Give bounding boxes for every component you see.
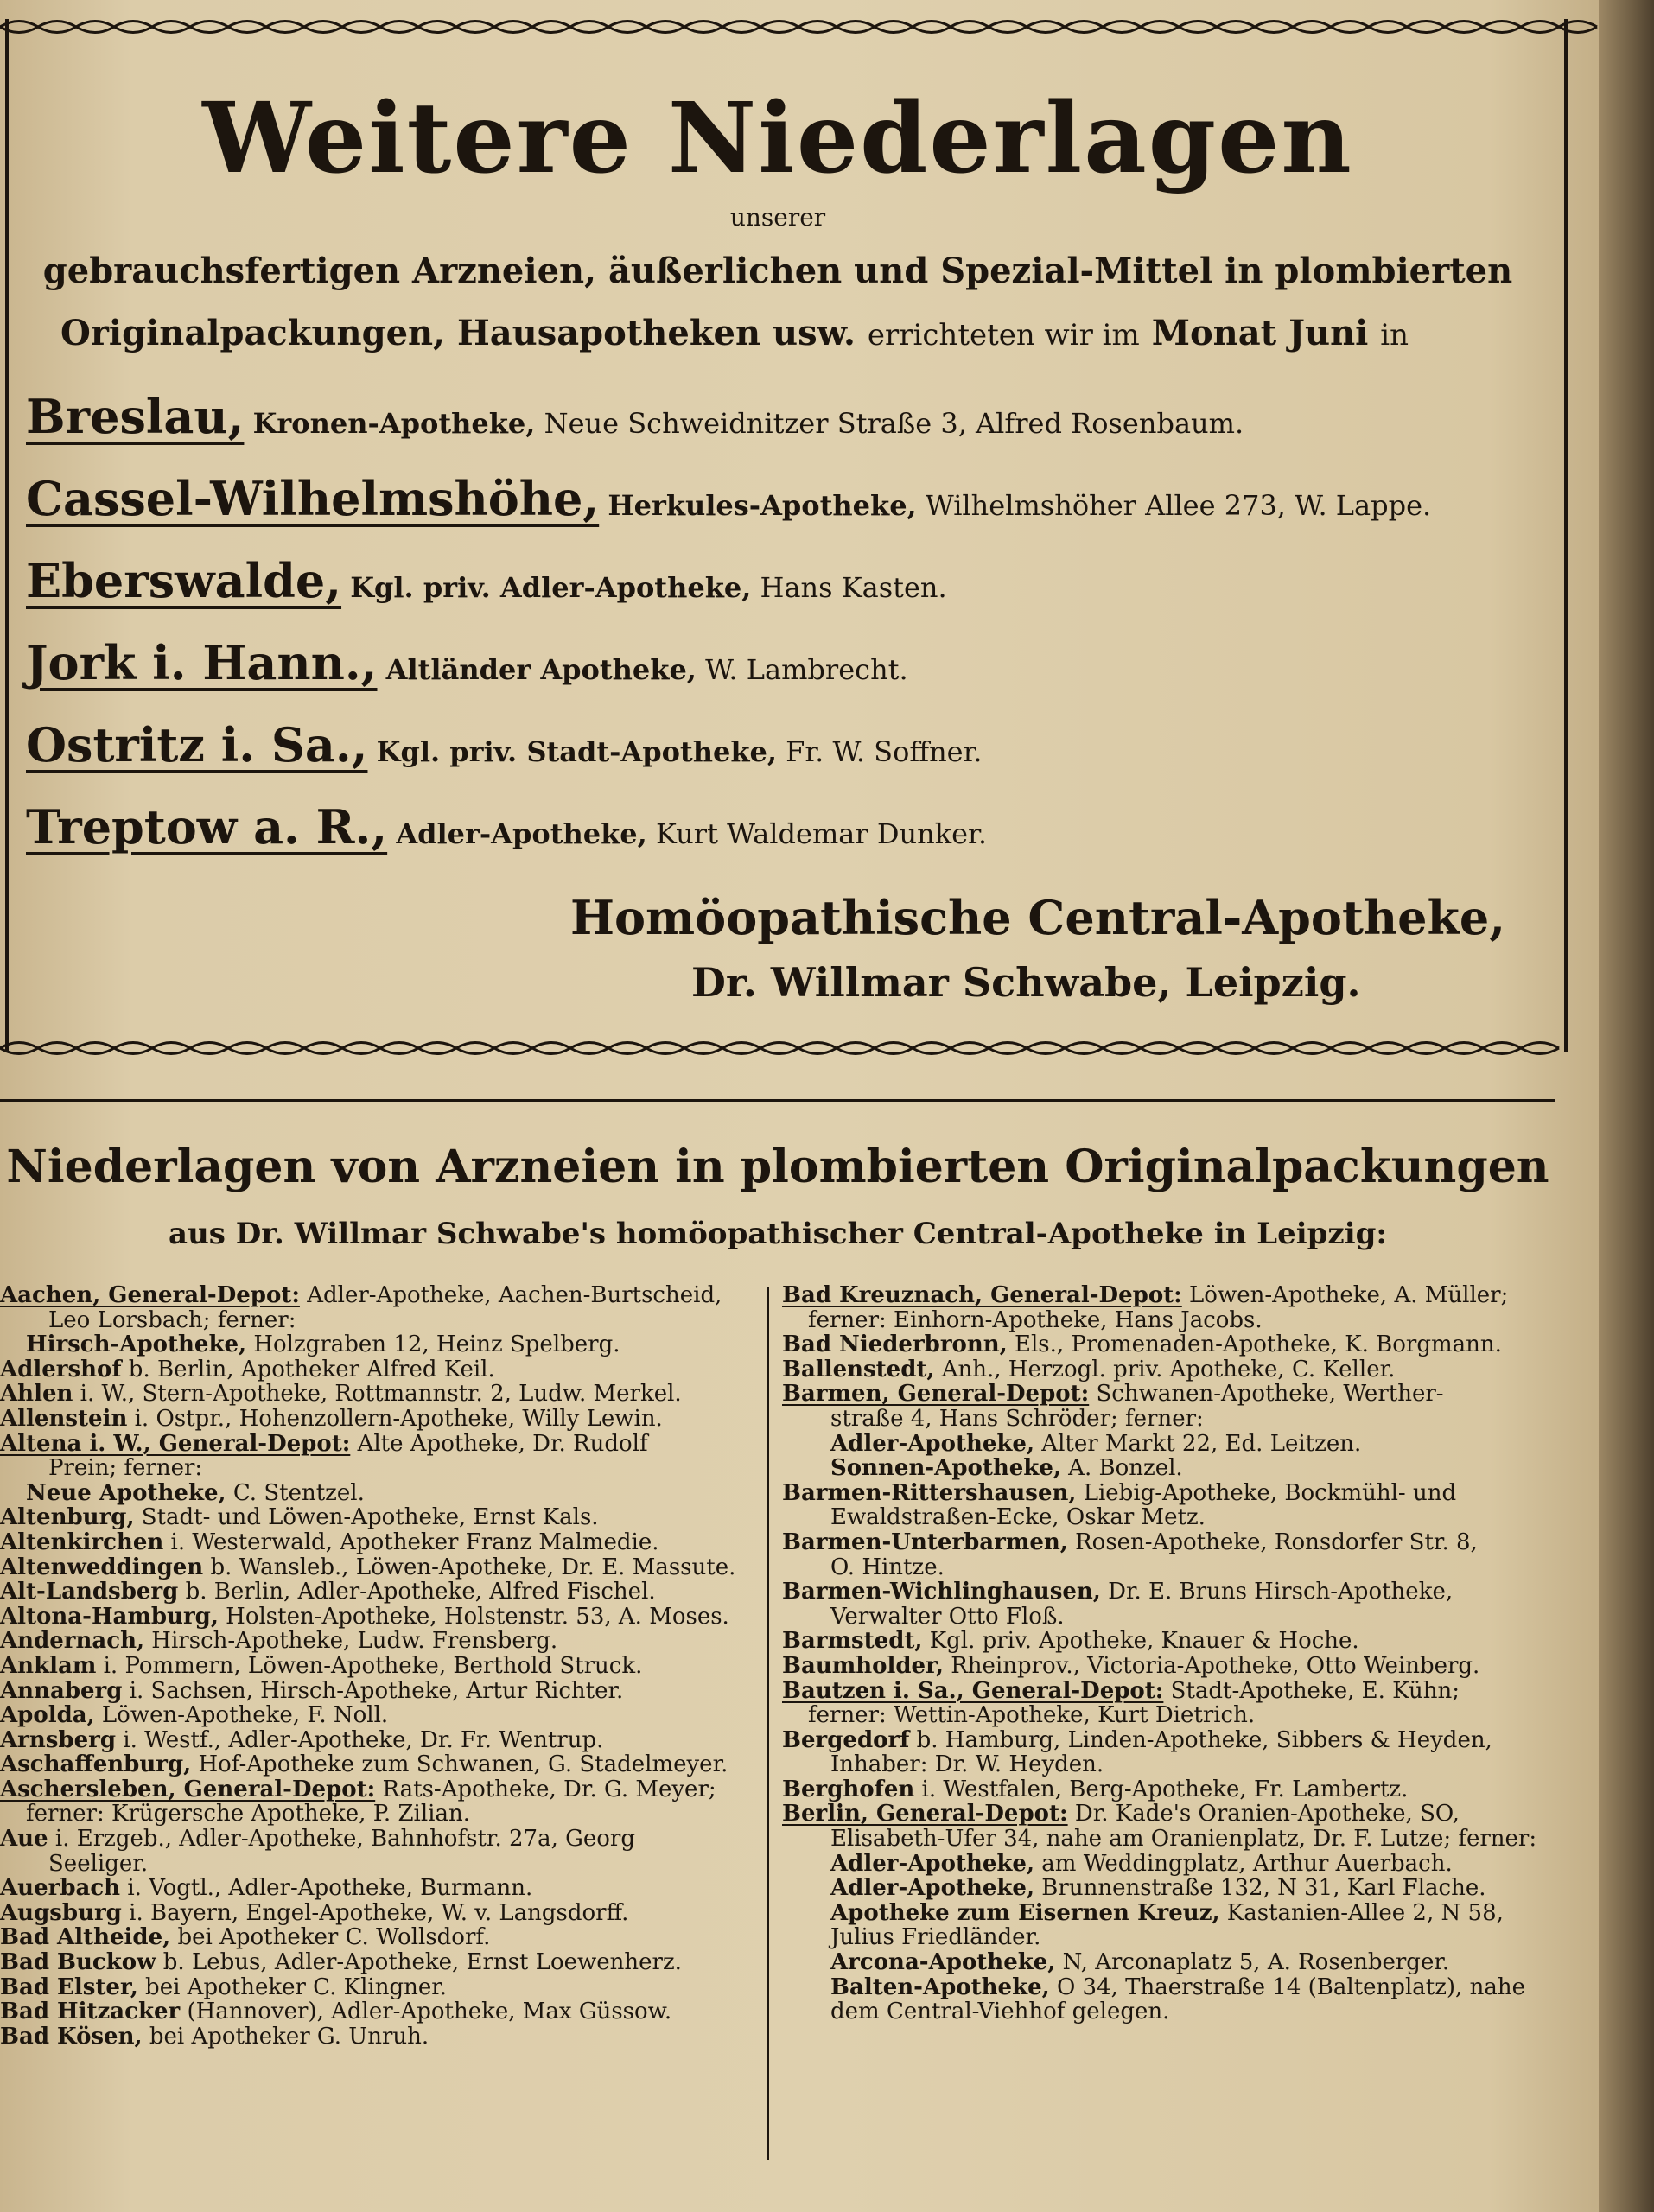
book-page-edge <box>1599 0 1654 2212</box>
list-item-place: Apolda, <box>0 1702 95 1729</box>
town-entry <box>26 799 987 855</box>
in-text: in <box>1380 318 1409 353</box>
pharmacy-name: Adler-Apotheke, <box>396 817 647 850</box>
list-item-text: i. Ostpr., Hohenzollern-Apotheke, Willy Lewin. <box>127 1405 663 1432</box>
list-item-text: Kastanien-Allee 2, N 58, <box>1219 1899 1504 1926</box>
list-item <box>0 1876 760 1901</box>
list-item-place: Bad Kreuznach, General-Depot: <box>782 1282 1182 1308</box>
list-item-place: Augsburg <box>0 1899 122 1926</box>
list-item-text: ferner: Einhorn-Apotheke, Hans Jacobs. <box>808 1306 1263 1333</box>
list-item <box>782 1432 1560 1457</box>
list-item-place: Barmen, General-Depot: <box>782 1381 1090 1408</box>
list-item <box>0 1357 760 1382</box>
list-item <box>0 1407 760 1432</box>
list-item <box>782 1876 1560 1901</box>
list-item-place: Aschaffenburg, <box>0 1751 192 1778</box>
list-item-place: Bad Altheide, <box>0 1924 171 1951</box>
list-item <box>0 1654 760 1679</box>
list-item-text: Stadt-Apotheke, E. Kühn; <box>1163 1677 1460 1704</box>
pharmacy-detail: W. Lambrecht. <box>705 653 908 686</box>
list-item-place: Bad Elster, <box>0 1974 138 2000</box>
list-item-text: bei Apotheker C. Klingner. <box>137 1974 448 2000</box>
list-item-text: (Hannover), Adler-Apotheke, Max Güssow. <box>180 1999 672 2025</box>
list-item <box>782 1580 1560 1605</box>
list-item <box>0 1925 760 1950</box>
list-item-text: Seeliger. <box>48 1850 149 1877</box>
list-item <box>782 1481 1560 1506</box>
list-item-place: Barmen-Wichlinghausen, <box>782 1579 1101 1605</box>
list-item-text: Hirsch-Apotheke, Ludw. Frensberg. <box>144 1628 558 1655</box>
packaging-text: Originalpackungen, Hausapotheken usw. <box>60 313 856 353</box>
listing-column-right <box>782 1283 1560 2024</box>
list-item-text: i. Sachsen, Hirsch-Apotheke, Artur Richter. <box>122 1677 624 1704</box>
list-item-text: Löwen-Apotheke, F. Noll. <box>94 1702 389 1729</box>
list-item <box>0 1777 760 1802</box>
list-item-text: b. Hamburg, Linden-Apotheke, Sibbers & Heyden, <box>909 1726 1492 1753</box>
list-item <box>782 1629 1560 1654</box>
list-item-place: Altena i. W., General-Depot: <box>0 1430 351 1457</box>
list-item-place: Auerbach <box>0 1875 121 1902</box>
list-item <box>782 1975 1560 2000</box>
list-item <box>0 1605 760 1630</box>
list-item <box>782 1605 1560 1630</box>
list-item-place: Adlershof <box>0 1356 122 1382</box>
list-item <box>782 1555 1560 1580</box>
list-item-text: Liebig-Apotheke, Bockmühl- und <box>1076 1479 1457 1506</box>
list-item <box>0 2024 760 2050</box>
list-item-place: Altona-Hamburg, <box>0 1603 219 1630</box>
list-item-place: Apotheke zum Eisernen Kreuz, <box>830 1899 1220 1926</box>
list-item-place: Andernach, <box>0 1628 145 1655</box>
list-item <box>0 1728 760 1753</box>
list-item-place: Aue <box>0 1826 48 1853</box>
list-item-place: Sonnen-Apotheke, <box>830 1455 1061 1482</box>
list-item-text: Adler-Apotheke, Aachen-Burtscheid, <box>299 1282 722 1308</box>
pharmacy-name: Altländer Apotheke, <box>385 653 697 686</box>
list-item-text: Anh., Herzogl. priv. Apotheke, C. Keller. <box>934 1356 1396 1382</box>
list-item-text: Inhaber: Dr. W. Heyden. <box>830 1751 1104 1778</box>
pharmacy-detail: Hans Kasten. <box>760 571 947 604</box>
list-item-place: Allenstein <box>0 1405 128 1432</box>
list-item <box>0 1752 760 1777</box>
list-item <box>782 1950 1560 1975</box>
list-item-place: Aschersleben, General-Depot: <box>0 1776 376 1802</box>
list-item-text: i. Bayern, Engel-Apotheke, W. v. Langsdorff. <box>121 1899 629 1926</box>
list-item-text: ferner: Wettin-Apotheke, Kurt Dietrich. <box>808 1702 1256 1729</box>
listing-subheading: aus Dr. Willmar Schwabe's homöopathischer Central-Apotheke in Leipzig: <box>169 1217 1387 1251</box>
list-item-text: O. Hintze. <box>830 1554 945 1580</box>
list-item-text: Hof-Apotheke zum Schwanen, G. Stadelmeyer. <box>191 1751 728 1778</box>
list-item-text: Holsten-Apotheke, Holstenstr. 53, A. Moses. <box>218 1603 729 1630</box>
list-item <box>782 1382 1560 1407</box>
list-item <box>0 1382 760 1407</box>
list-item <box>0 1481 760 1506</box>
list-item <box>782 1308 1560 1333</box>
list-item-text: b. Berlin, Adler-Apotheke, Alfred Fischel. <box>178 1579 656 1605</box>
list-item <box>782 1530 1560 1555</box>
list-item <box>782 1654 1560 1679</box>
town-entry <box>26 553 947 608</box>
pharmacy-name: Kronen-Apotheke, <box>252 407 536 440</box>
town-entry <box>26 471 1431 526</box>
list-item-text: Kgl. priv. Apotheke, Knauer & Hoche. <box>922 1628 1359 1655</box>
ad-subline: unserer <box>729 203 826 232</box>
list-item-text: ferner: Krügersche Apotheke, P. Zilian. <box>26 1801 470 1827</box>
town-entry <box>26 389 1244 444</box>
list-item-text: am Weddingplatz, Arthur Auerbach. <box>1034 1850 1453 1877</box>
list-item <box>0 1950 760 1975</box>
list-item-place: Ahlen <box>0 1381 73 1408</box>
list-item <box>782 1802 1560 1827</box>
list-item <box>782 1925 1560 1950</box>
signature-company: Homöopathische Central-Apotheke, <box>570 890 1506 945</box>
list-item-text: Stadt- und Löwen-Apotheke, Ernst Kals. <box>134 1504 599 1531</box>
list-item-place: Arnsberg <box>0 1726 117 1753</box>
list-item-text: i. Westfalen, Berg-Apotheke, Fr. Lambertz. <box>914 1776 1409 1802</box>
list-item <box>782 1901 1560 1926</box>
list-item-place: Aachen, General-Depot: <box>0 1282 300 1308</box>
list-item-text: b. Wansleb., Löwen-Apotheke, Dr. E. Massute. <box>203 1554 736 1580</box>
list-item-text: i. Westerwald, Apotheker Franz Malmedie. <box>163 1529 659 1555</box>
ad-packaging-line <box>60 313 1409 353</box>
ad-headline: Weitere Niederlagen <box>202 82 1353 195</box>
list-item-place: Adler-Apotheke, <box>830 1875 1035 1902</box>
list-item-text: bei Apotheker C. Wollsdorf. <box>170 1924 491 1951</box>
list-item <box>0 1456 760 1481</box>
list-item-text: Els., Promenaden-Apotheke, K. Borgmann. <box>1007 1332 1502 1358</box>
list-item-text: i. W., Stern-Apotheke, Rottmannstr. 2, Ludw. Merkel. <box>73 1381 682 1408</box>
list-item-text: b. Berlin, Apotheker Alfred Keil. <box>121 1356 495 1382</box>
town-name: Ostritz i. Sa., <box>26 717 368 772</box>
list-item <box>782 1357 1560 1382</box>
list-item <box>0 1852 760 1877</box>
list-item-text: i. Pommern, Löwen-Apotheke, Berthold Struck. <box>96 1652 643 1679</box>
list-item <box>782 1703 1560 1728</box>
list-item-place: Barmen-Rittershausen, <box>782 1479 1077 1506</box>
list-item <box>0 1975 760 2000</box>
list-item-text: N, Arconaplatz 5, A. Rosenberger. <box>1055 1949 1450 1976</box>
town-name: Jork i. Hann., <box>26 635 378 690</box>
list-item-text: Rheinprov., Victoria-Apotheke, Otto Weinberg. <box>943 1652 1480 1679</box>
list-item-place: Bergedorf <box>782 1726 910 1753</box>
list-item <box>0 1505 760 1530</box>
list-item-text: straße 4, Hans Schröder; ferner: <box>830 1405 1204 1432</box>
list-item-text: i. Erzgeb., Adler-Apotheke, Bahnhofstr. 27a, Georg <box>48 1826 635 1853</box>
list-item-place: Berghofen <box>782 1776 915 1802</box>
list-item-place: Bad Buckow <box>0 1949 156 1976</box>
list-item-place: Anklam <box>0 1652 97 1679</box>
town-name: Eberswalde, <box>26 553 342 608</box>
list-item <box>0 1999 760 2024</box>
list-item <box>0 1580 760 1605</box>
list-item <box>0 1802 760 1827</box>
list-item <box>782 1752 1560 1777</box>
list-item <box>0 1283 760 1308</box>
list-item-place: Altenburg, <box>0 1504 135 1531</box>
list-item-text: Rats-Apotheke, Dr. G. Meyer; <box>375 1776 716 1802</box>
signature-owner: Dr. Willmar Schwabe, Leipzig. <box>691 959 1361 1006</box>
list-item-text: Schwanen-Apotheke, Werther- <box>1089 1381 1444 1408</box>
list-item <box>782 1827 1560 1852</box>
list-item-text: i. Westf., Adler-Apotheke, Dr. Fr. Wentrup. <box>116 1726 604 1753</box>
list-item <box>0 1901 760 1926</box>
list-item-place: Bautzen i. Sa., General-Depot: <box>782 1677 1164 1704</box>
list-item-place: Bad Hitzacker <box>0 1999 181 2025</box>
list-item-place: Adler-Apotheke, <box>830 1430 1035 1457</box>
list-item <box>0 1555 760 1580</box>
list-item-text: Rosen-Apotheke, Ronsdorfer Str. 8, <box>1067 1529 1478 1555</box>
list-item-place: Ballenstedt, <box>782 1356 935 1382</box>
list-item-place: Bad Niederbronn, <box>782 1332 1008 1358</box>
list-item <box>0 1827 760 1852</box>
list-item-text: b. Lebus, Adler-Apotheke, Ernst Loewenherz. <box>156 1949 682 1976</box>
list-item-place: Hirsch-Apotheke, <box>26 1332 247 1358</box>
list-item-text: C. Stentzel. <box>226 1479 365 1506</box>
list-item <box>0 1308 760 1333</box>
list-item <box>0 1332 760 1357</box>
list-item-place: Altenkirchen <box>0 1529 164 1555</box>
pharmacy-detail: Fr. W. Soffner. <box>786 735 983 768</box>
list-item <box>782 1505 1560 1530</box>
list-item-text: Brunnenstraße 132, N 31, Karl Flache. <box>1034 1875 1486 1902</box>
list-item <box>0 1679 760 1704</box>
town-name: Cassel-Wilhelmshöhe, <box>26 471 600 526</box>
town-entry <box>26 635 908 690</box>
section-divider <box>0 1099 1555 1102</box>
list-item-place: Annaberg <box>0 1677 123 1704</box>
pharmacy-detail: Wilhelmshöher Allee 273, W. Lappe. <box>925 489 1432 522</box>
pharmacy-detail: Kurt Waldemar Dunker. <box>655 817 987 850</box>
list-item-place: Altenweddingen <box>0 1554 204 1580</box>
town-name: Breslau, <box>26 389 245 444</box>
list-item-text: dem Central-Viehhof gelegen. <box>830 1999 1170 2025</box>
list-item-text: Elisabeth-Ufer 34, nahe am Oranienplatz, Dr. F. Lutze; ferner: <box>830 1826 1537 1853</box>
ad-products-line: gebrauchsfertigen Arzneien, äußerlichen und Spezial-Mittel in plombierten <box>42 251 1513 291</box>
pharmacy-name: Kgl. priv. Stadt-Apotheke, <box>376 735 777 768</box>
list-item-text: Ewaldstraßen-Ecke, Oskar Metz. <box>830 1504 1206 1531</box>
list-item-place: Adler-Apotheke, <box>830 1850 1035 1877</box>
list-item <box>782 1407 1560 1432</box>
list-item-text: Dr. E. Bruns Hirsch-Apotheke, <box>1100 1579 1454 1605</box>
list-item <box>0 1530 760 1555</box>
list-item-place: Barmstedt, <box>782 1628 923 1655</box>
list-item-text: Verwalter Otto Floß. <box>830 1603 1065 1630</box>
list-item <box>782 1728 1560 1753</box>
list-item <box>782 1679 1560 1704</box>
list-item-text: Holzgraben 12, Heinz Spelberg. <box>246 1332 620 1358</box>
month-text: Monat Juni <box>1151 313 1369 353</box>
list-item <box>0 1629 760 1654</box>
list-item-text: Alter Markt 22, Ed. Leitzen. <box>1034 1430 1362 1457</box>
list-item-place: Balten-Apotheke, <box>830 1974 1050 2000</box>
list-item-text: bei Apotheker G. Unruh. <box>142 2023 429 2050</box>
list-item <box>0 1703 760 1728</box>
town-name: Treptow a. R., <box>26 799 388 855</box>
list-item <box>782 1852 1560 1877</box>
pharmacy-name: Kgl. priv. Adler-Apotheke, <box>350 571 752 604</box>
list-item-place: Baumholder, <box>782 1652 944 1679</box>
list-item-place: Neue Apotheke, <box>26 1479 226 1506</box>
list-item-text: i. Vogtl., Adler-Apotheke, Burmann. <box>120 1875 533 1902</box>
list-item-place: Berlin, General-Depot: <box>782 1801 1068 1827</box>
list-item <box>782 1283 1560 1308</box>
pharmacy-name: Herkules-Apotheke, <box>608 489 917 522</box>
established-text: errichteten wir im <box>867 318 1140 353</box>
list-item-place: Alt-Landsberg <box>0 1579 179 1605</box>
list-item-place: Arcona-Apotheke, <box>830 1949 1056 1976</box>
list-item-text: Julius Friedländer. <box>830 1924 1041 1951</box>
listing-column-left <box>0 1283 760 2049</box>
list-item <box>782 1332 1560 1357</box>
list-item <box>0 1432 760 1457</box>
list-item <box>782 1999 1560 2024</box>
list-item-text: Prein; ferner: <box>48 1455 203 1482</box>
column-divider <box>767 1287 769 2160</box>
list-item-text: O 34, Thaerstraße 14 (Baltenplatz), nahe <box>1049 1974 1525 2000</box>
list-item-text: Leo Lorsbach; ferner: <box>48 1306 296 1333</box>
pharmacy-detail: Neue Schweidnitzer Straße 3, Alfred Rosenbaum. <box>544 407 1244 440</box>
list-item-place: Barmen-Unterbarmen, <box>782 1529 1068 1555</box>
list-item <box>782 1777 1560 1802</box>
list-item-text: Dr. Kade's Oranien-Apotheke, SO, <box>1067 1801 1460 1827</box>
list-item-place: Bad Kösen, <box>0 2023 143 2050</box>
list-item-text: Alte Apotheke, Dr. Rudolf <box>350 1430 648 1457</box>
listing-heading: Niederlagen von Arzneien in plombierten Originalpackungen <box>6 1141 1549 1193</box>
list-item-text: A. Bonzel. <box>1060 1455 1183 1482</box>
list-item-text: Löwen-Apotheke, A. Müller; <box>1181 1282 1509 1308</box>
town-entry <box>26 717 983 772</box>
list-item <box>782 1456 1560 1481</box>
